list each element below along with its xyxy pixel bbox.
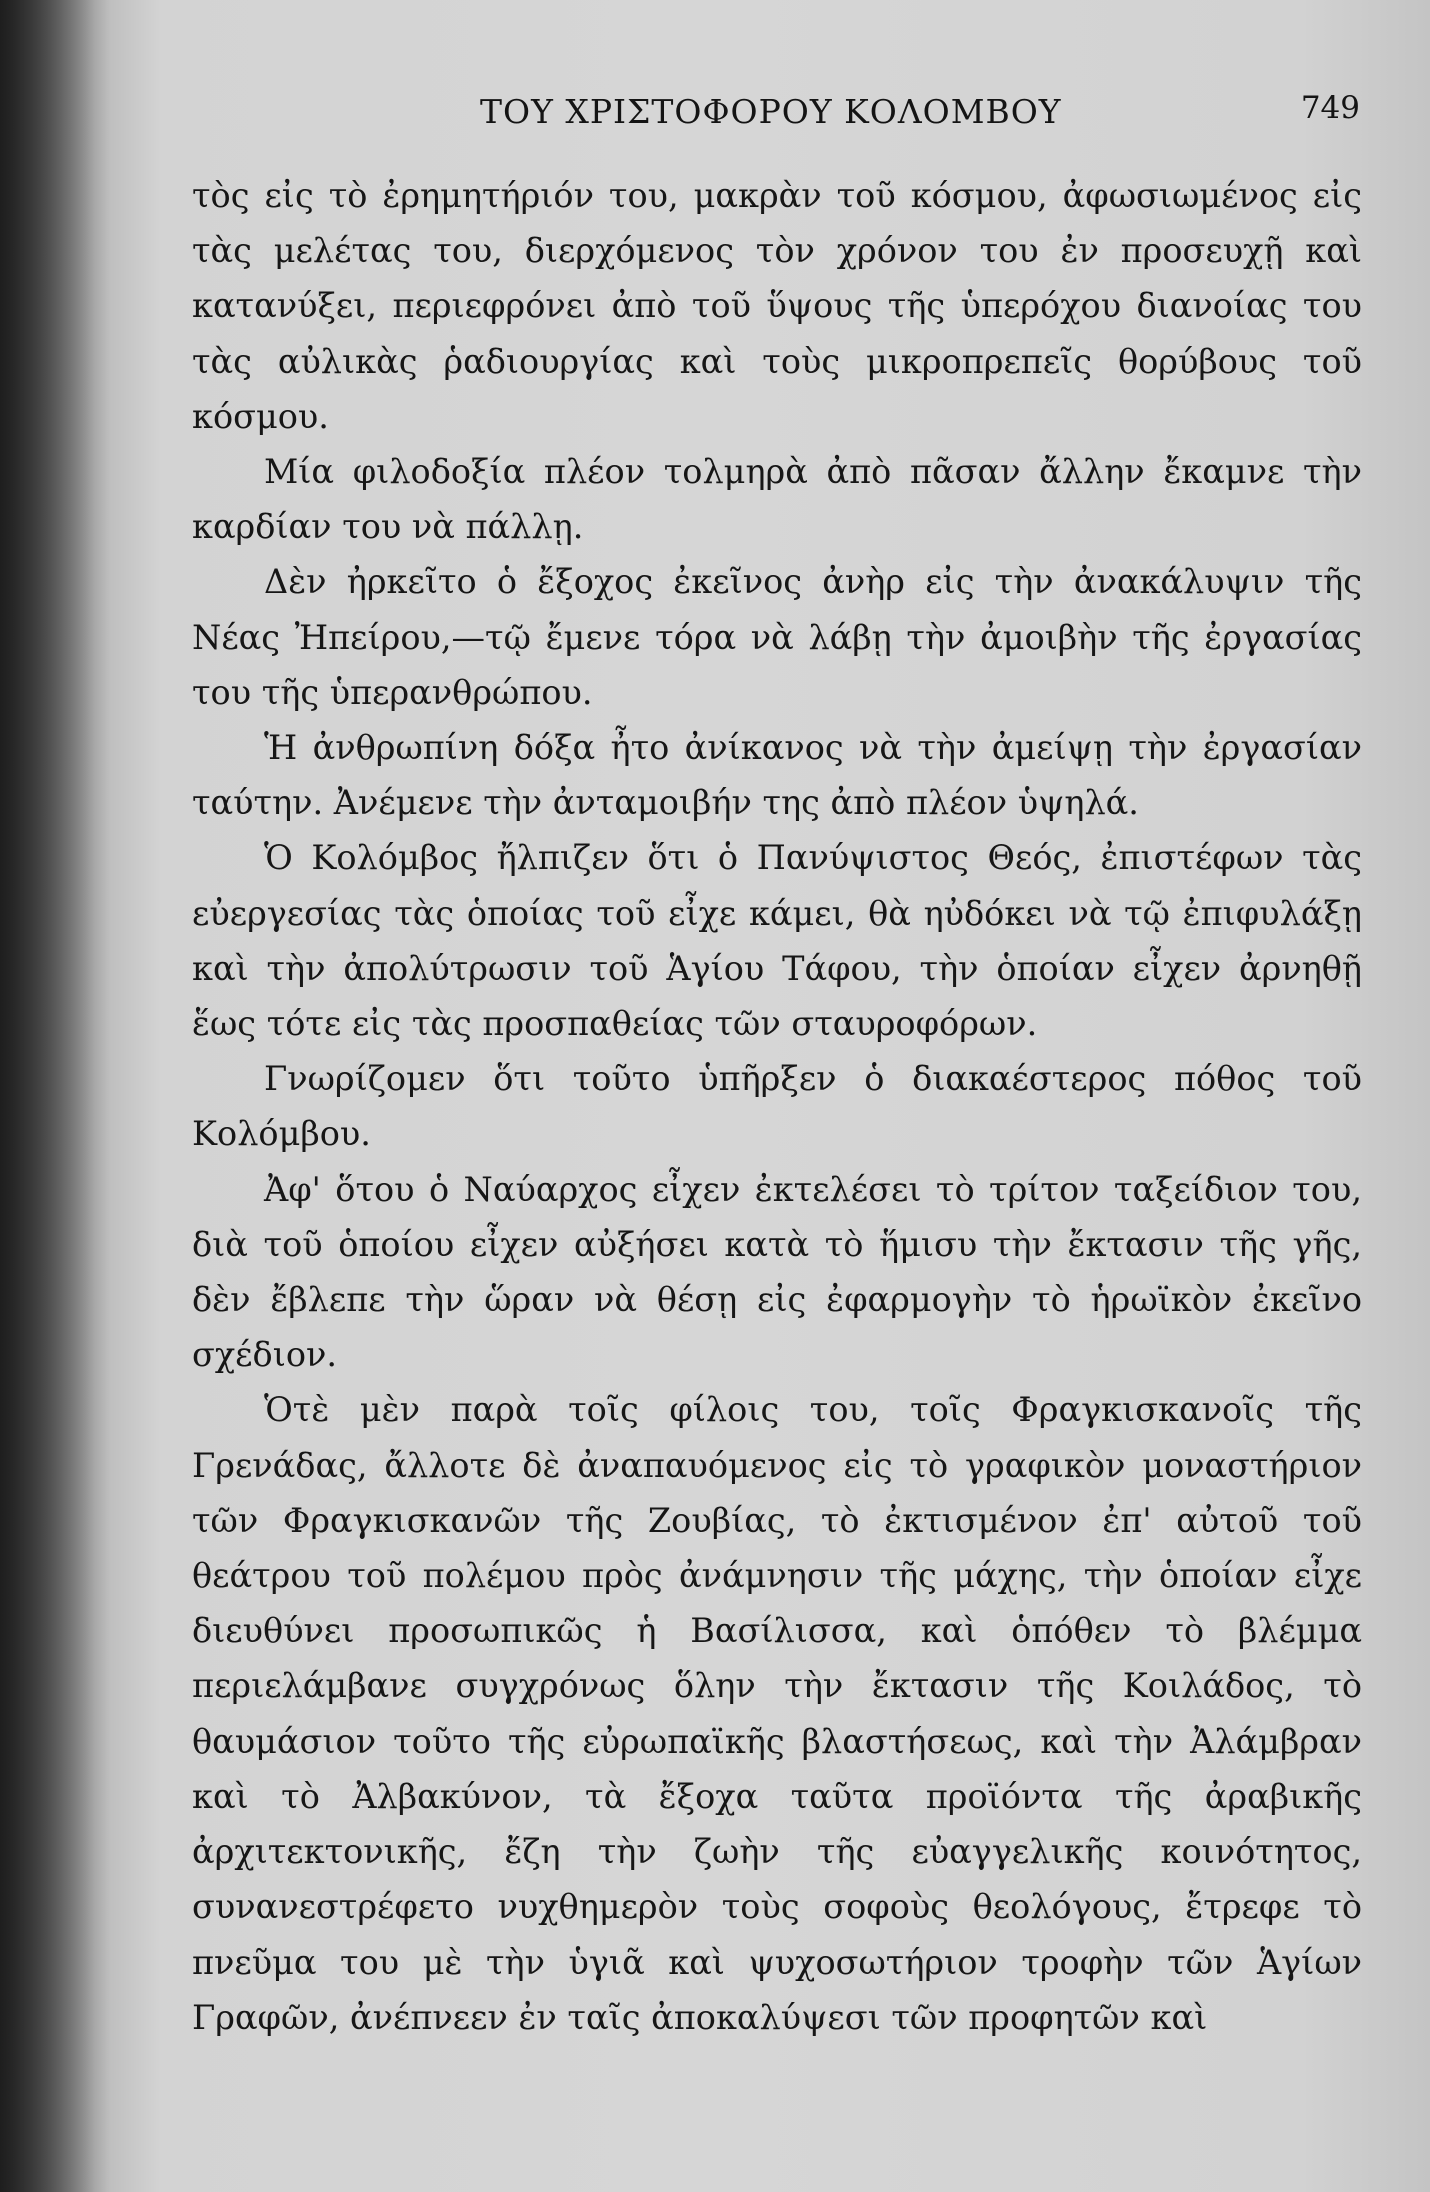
body-text (192, 168, 1362, 2045)
paragraph: Ὁ Κολόμβος ἤλπιζεν ὅτι ὁ Πανύψιστος Θεός, ἐπιστέφων τὰς εὐεργεσίας τὰς ὁποίας τοῦ εἶχε κάμει, θὰ ηὐδόκει νὰ τῷ ἐπιφυλάξῃ καὶ τὴν ἀπολύτρωσιν τοῦ Ἁγίου Τάφου, τὴν ὁποίαν εἶχεν ἀρνηθῇ ἕως τότε εἰς τὰς προσπαθείας τῶν σταυροφόρων. (192, 838, 1362, 1044)
page-number: 749 (1300, 90, 1360, 126)
paragraph: τὸς εἰς τὸ ἐρημητήριόν του, μακρὰν τοῦ κόσμου, ἀφωσιωμένος εἰς τὰς μελέτας του, διερχόμενος τὸν χρόνον του ἐν προσευχῇ καὶ κατανύξει, περιεφρόνει ἀπὸ τοῦ ὕψους τῆς ὑπερόχου διανοίας του τὰς αὐλικὰς ῥαδιουργίας καὶ τοὺς μικροπρεπεῖς θορύβους τοῦ κόσμου. (192, 176, 1362, 436)
page-header (190, 88, 1360, 148)
running-head: ΤΟΥ ΧΡΙΣΤΟΦΟΡΟΥ ΚΟΛΟΜΒΟΥ (480, 92, 1062, 131)
paragraph: Ἡ ἀνθρωπίνη δόξα ἦτο ἀνίκανος νὰ τὴν ἀμείψῃ τὴν ἐργασίαν ταύτην. Ἀνέμενε τὴν ἀνταμοιβήν της ἀπὸ πλέον ὑψηλά. (192, 728, 1362, 823)
paragraph: Δὲν ἠρκεῖτο ὁ ἔξοχος ἐκεῖνος ἀνὴρ εἰς τὴν ἀνακάλυψιν τῆς Νέας Ἠπείρου,—τῷ ἔμενε τόρα νὰ λάβῃ τὴν ἀμοιβὴν τῆς ἐργασίας του τῆς ὑπερανθρώπου. (192, 562, 1362, 712)
paragraph: Μία φιλοδοξία πλέον τολμηρὰ ἀπὸ πᾶσαν ἄλλην ἔκαμνε τὴν καρδίαν του νὰ πάλλῃ. (192, 452, 1362, 547)
paragraph: Γνωρίζομεν ὅτι τοῦτο ὑπῆρξεν ὁ διακαέστερος πόθος τοῦ Κολόμβου. (192, 1059, 1362, 1154)
paragraph: Ἀφ' ὅτου ὁ Ναύαρχος εἶχεν ἐκτελέσει τὸ τρίτον ταξείδιον του, διὰ τοῦ ὁποίου εἶχεν αὐξήσει κατὰ τὸ ἥμισυ τὴν ἔκτασιν τῆς γῆς, δὲν ἔβλεπε τὴν ὥραν νὰ θέσῃ εἰς ἐφαρμογὴν τὸ ἡρωϊκὸν ἐκεῖνο σχέδιον. (192, 1169, 1362, 1375)
paragraph: Ὁτὲ μὲν παρὰ τοῖς φίλοις του, τοῖς Φραγκισκανοῖς τῆς Γρενάδας, ἄλλοτε δὲ ἀναπαυόμενος εἰς τὸ γραφικὸν μοναστήριον τῶν Φραγκισκανῶν τῆς Ζουβίας, τὸ ἐκτισμένον ἐπ' αὐτοῦ τοῦ θεάτρου τοῦ πολέμου πρὸς ἀνάμνησιν τῆς μάχης, τὴν ὁποίαν εἶχε διευθύνει προσωπικῶς ἡ Βασίλισσα, καὶ ὁπόθεν τὸ βλέμμα περιελάμβανε συγχρόνως ὅλην τὴν ἔκτασιν τῆς Κοιλάδος, τὸ θαυμάσιον τοῦτο τῆς εὐρωπαϊκῆς βλαστήσεως, καὶ τὴν Ἀλάμβραν καὶ τὸ Ἀλβακύνον, τὰ ἔξοχα ταῦτα προϊόντα τῆς ἀραβικῆς ἀρχιτεκτονικῆς, ἔζη τὴν ζωὴν τῆς εὐαγγελικῆς κοινότητος, συνανεστρέφετο νυχθημερὸν τοὺς σοφοὺς θεολόγους, ἔτρεφε τὸ πνεῦμα του μὲ τὴν ὑγιᾶ καὶ ψυχοσωτήριον τροφὴν τῶν Ἁγίων Γραφῶν, ἀνέπνεεν ἐν ταῖς ἀποκαλύψεσι τῶν προφητῶν καὶ (192, 1390, 1362, 2037)
binding-shadow (0, 0, 110, 2192)
